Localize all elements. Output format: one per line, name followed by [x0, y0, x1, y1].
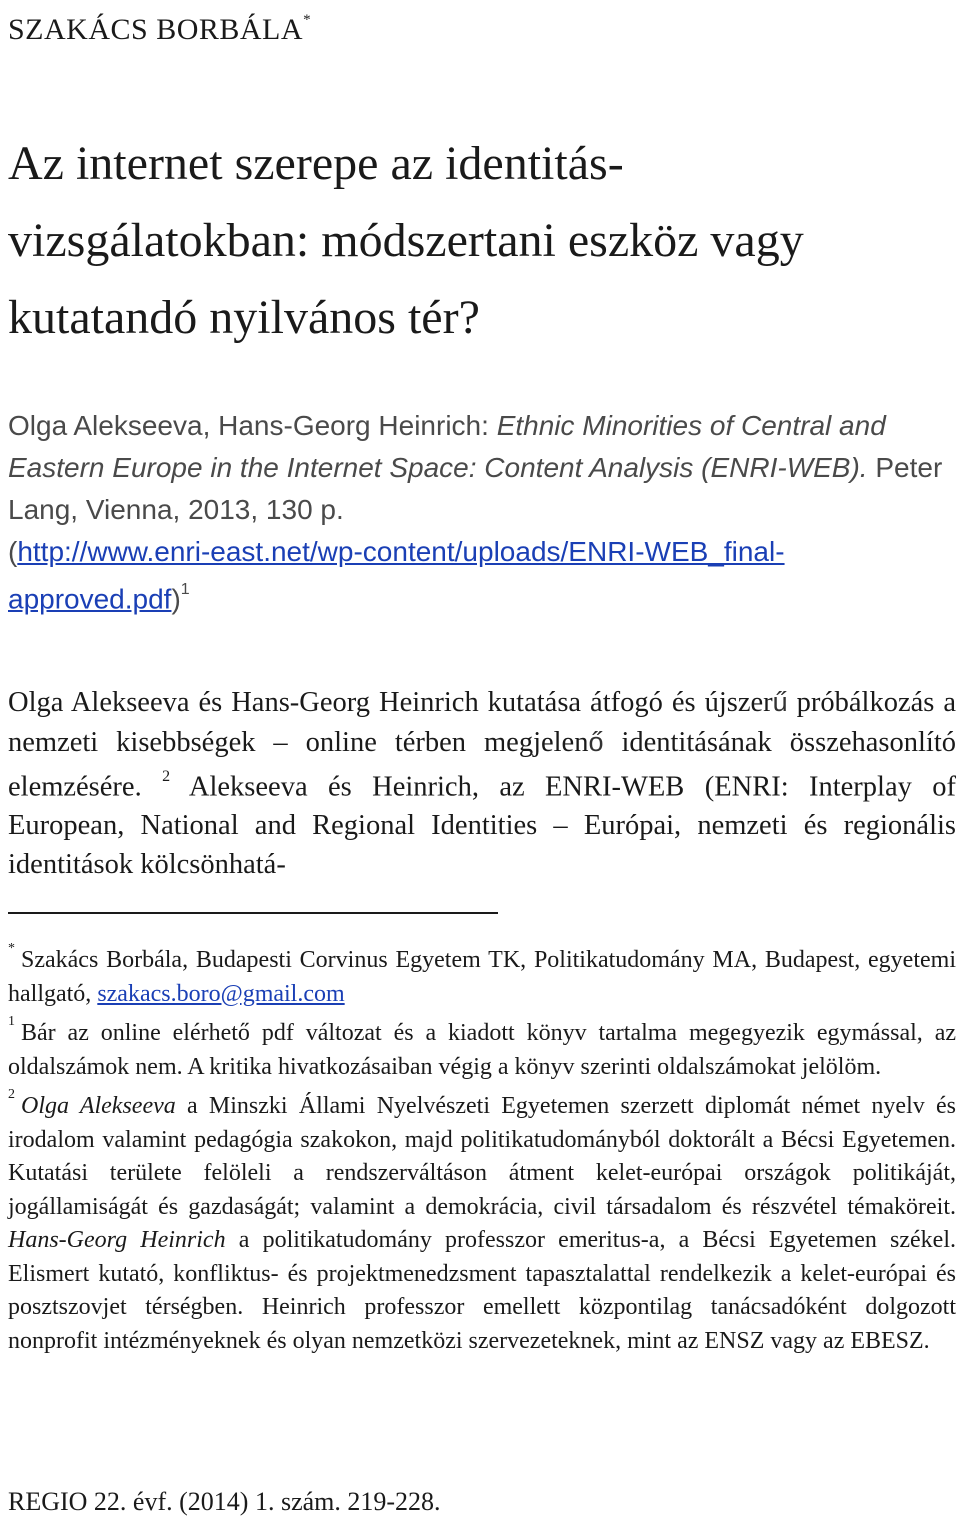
- citation-open-paren: (: [8, 536, 18, 567]
- author-name: SZAKÁCS BORBÁLA: [8, 13, 304, 46]
- footnote-author-text: Szakács Borbála, Budapesti Corvinus Egyetem TK, Politikatudomány MA, Budapest, egyetemi hallgató,: [8, 947, 956, 1007]
- journal-footer: REGIO 22. évf. (2014) 1. szám. 219-228.: [8, 1487, 441, 1516]
- footnote-1-mark: 1: [8, 1014, 15, 1029]
- footnote-separator: [8, 912, 498, 914]
- footnote-2-text-2: a politikatudomány professzor emeritus-a, a Bécsi Egyetemen székel. Elismert kutató, konfliktus- és projektmenedzsment tapasztalattal rendelkezik a kelet-európai és posztszovjet térségben. Heinrich professzor emellett központilag tanácsadóként dolgozott nonprofit intézményeknek és olyan nemzetközi szervezeteknek, mint az ENSZ vagy az EBESZ.: [8, 1227, 956, 1354]
- author-footnote-mark: *: [303, 12, 312, 28]
- author-email-link[interactable]: szakacs.boro@gmail.com: [97, 980, 345, 1007]
- citation-work-title: Ethnic Minorities of Central and Eastern Europe in the Internet Space: Content Analysis (ENRI-WEB).: [8, 410, 886, 483]
- body-text-part-3: identitásának összehasonlító elemzésére.: [8, 726, 956, 803]
- citation-authors: Olga Alekseeva, Hans-Georg Heinrich:: [8, 410, 489, 441]
- citation-footnote-mark: 1: [180, 581, 190, 598]
- body-char-2: ő: [588, 726, 604, 757]
- body-text-part-2: próbálkozás a nemzeti kisebbségek – online térben megjelen: [8, 687, 956, 758]
- footnote-2: [8, 1084, 956, 1358]
- body-paragraph: [8, 683, 956, 884]
- body-text-part-1: Olga Alekseeva és Hans-Georg Heinrich kutatása átfogó és újszer: [8, 687, 773, 718]
- footnote-2-name-2: Hans-Georg Heinrich: [8, 1227, 226, 1253]
- footnote-author-mark: *: [8, 941, 15, 956]
- footnote-2-name-1: Olga Alekseeva: [21, 1093, 176, 1119]
- footnote-1-text: Bár az online elérhető pdf változat és a kiadott könyv tartalma megegyezik egymással, az oldalszámok nem. A kritika hivatkozásaiban végig a könyv szerinti oldalszámokat jelölöm.: [8, 1020, 956, 1080]
- citation-publisher: Peter Lang, Vienna, 2013, 130 p.: [8, 452, 943, 525]
- footnotes: [8, 938, 956, 1358]
- footnote-author: [8, 938, 956, 1011]
- body-text-part-4: Alekseeva és Heinrich, az ENRI-WEB (ENRI: Interplay of European, National and Regional Identities – Európai, nemzeti és regionális identitások kölcsönhatá-: [8, 771, 956, 880]
- body-char-1: ű: [772, 687, 788, 717]
- body-footnote-mark: 2: [162, 768, 171, 785]
- article-title: Az internet szerepe az identitás-vizsgálatokban: módszertani eszköz vagy kutatandó nyilvános tér?: [8, 137, 804, 344]
- reviewed-book-citation: [8, 405, 956, 620]
- citation-close-paren: ): [171, 583, 181, 615]
- footnote-1: [8, 1011, 956, 1084]
- author-header: [8, 6, 311, 48]
- footnote-2-text-1: a Minszki Állami Nyelvészeti Egyetemen szerzett diplomát német nyelv és irodalom valamint pedagógia szakokon, majd politikatudományból doktorált a Bécsi Egyetemen. Kutatási területe felöleli a rendszerváltáson átment kelet-európai országok politikáját, jogállamiságát és gazdaságát; valamint a demokrácia, civil társadalom és részvétel témaköreit.: [8, 1093, 956, 1220]
- citation-url-link[interactable]: http://www.enri-east.net/wp-content/uploads/ENRI-WEB_final-approved.pdf: [8, 536, 785, 615]
- footnote-2-mark: 2: [8, 1087, 15, 1102]
